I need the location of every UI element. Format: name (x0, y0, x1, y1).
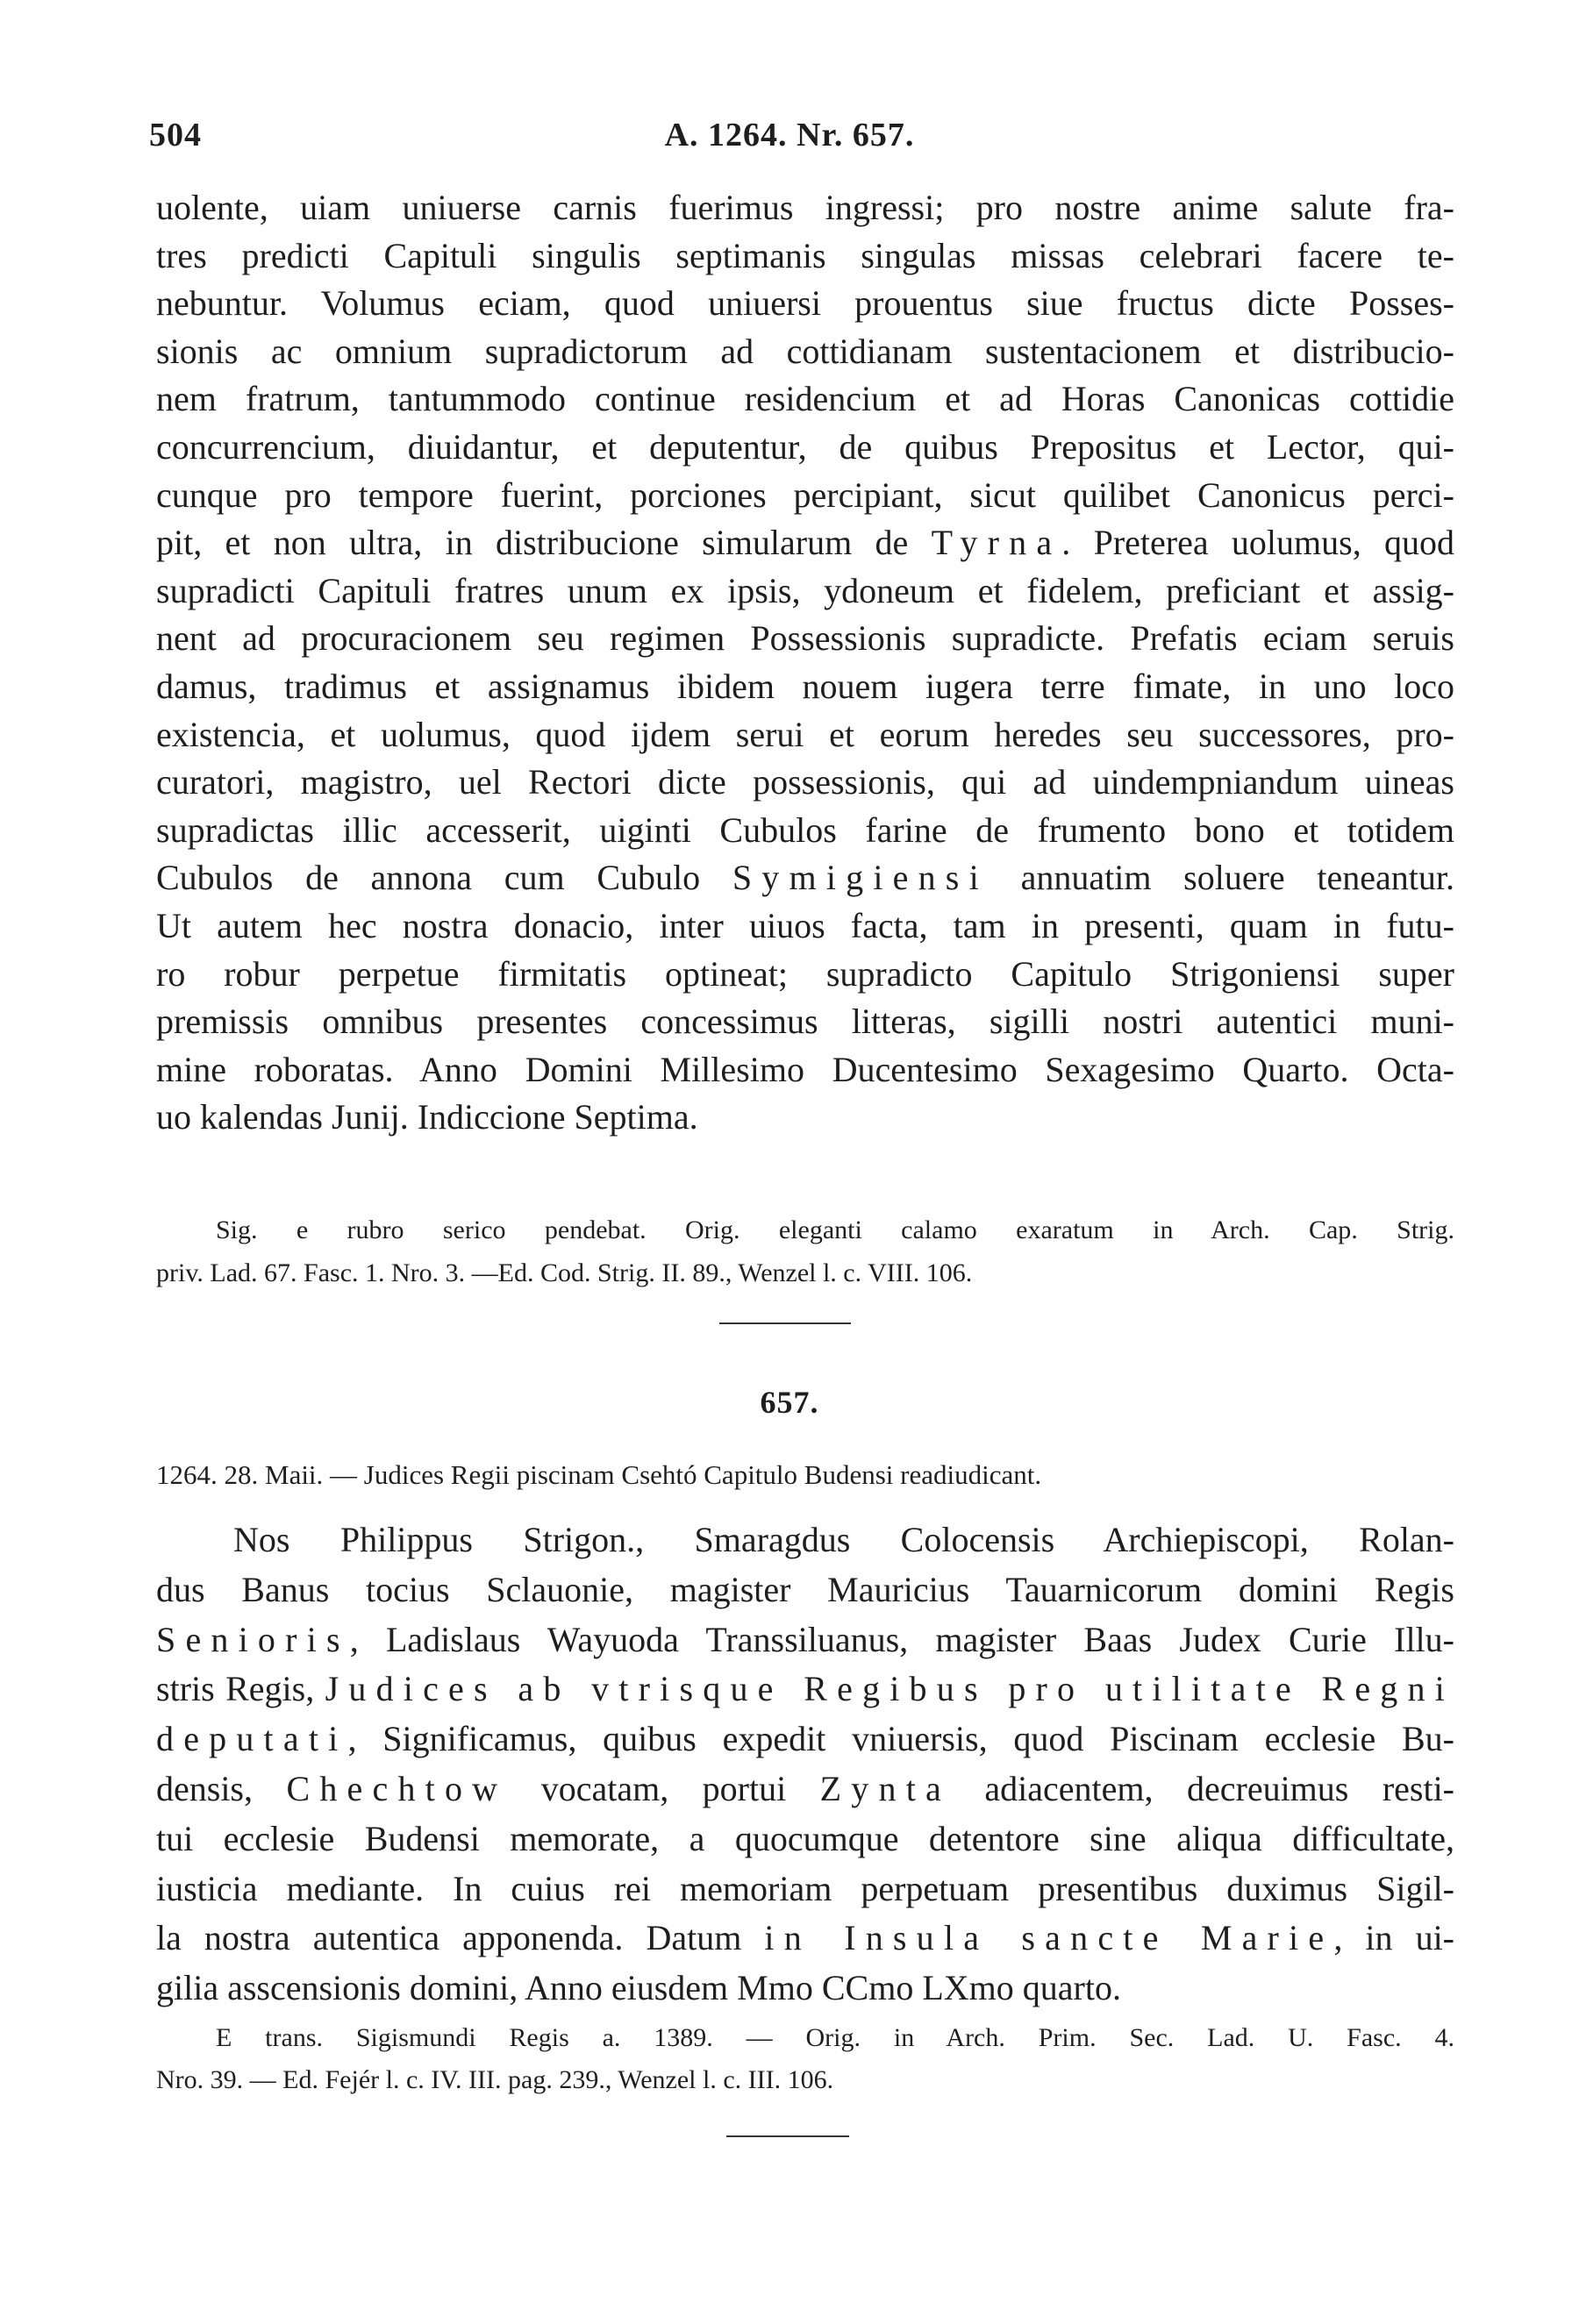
text-line: Nos Philippus Strigon., Smaragdus Colocensis Archiepiscopi, Rolan- (233, 1520, 1454, 1559)
text-line: E trans. Sigismundi Regis a. 1389. — Orig. in Arch. Prim. Sec. Lad. U. Fasc. 4. (216, 2023, 1454, 2052)
text-line: existencia, et uolumus, quod ijdem serui et eorum heredes seu successores, pro- (156, 714, 1454, 754)
spaced-name: Zynta (819, 1768, 951, 1808)
text-line: mine roboratas. Anno Domini Millesimo Ducentesimo Sexagesimo Quarto. Octa- (156, 1049, 1454, 1089)
text-segment: Cubulos de annona cum Cubulo (156, 858, 732, 898)
text-line: cunque pro tempore fuerint, porciones percipiant, sicut quilibet Canonicus perci- (156, 474, 1454, 515)
text-line: nem fratrum, tantummodo continue residencium et ad Horas Canonicas cottidie (156, 379, 1454, 419)
text-segment: annuatim soluere teneantur. (988, 858, 1454, 898)
text-line (156, 1714, 1454, 1764)
text-segment: , Ladislaus Wayuoda Transsiluanus, magister Baas Judex Curie Illu- (349, 1619, 1454, 1659)
text-line: tres predicti Capituli singulis septimanis singulas missas celebrari facere te- (156, 235, 1454, 275)
text-line: uolente, uiam uniuerse carnis fuerimus ingressi; pro nostre anime salute fra- (156, 188, 1454, 227)
text-line (156, 1764, 1454, 1814)
text-line: Nro. 39. — Ed. Fejér l. c. IV. III. pag. 239., Wenzel l. c. III. 106. (156, 2065, 834, 2094)
document-number: 657. (760, 1385, 819, 1420)
spaced-name: Symigiensi (732, 858, 989, 898)
spaced-name: deputati (156, 1719, 348, 1759)
text-line: damus, tradimus et assignamus ibidem nouem iugera terre fimate, in uno loco (156, 666, 1454, 706)
spaced-name: Tyrna (931, 523, 1062, 563)
text-line: nebuntur. Volumus eciam, quod uniuersi prouentus siue fructus dicte Posses- (156, 283, 1454, 324)
page-header (149, 116, 1430, 168)
text-line: curatori, magistro, uel Rectori dicte possessionis, qui ad uindempniandum uineas (156, 762, 1454, 802)
document-656-source-note (156, 1208, 1454, 1294)
document-657-text (156, 1515, 1454, 2014)
text-line: nent ad procuracionem seu regimen Possessionis supradicte. Prefatis eciam seruis (156, 618, 1454, 659)
text-line: uo kalendas Junij. Indiccione Septima. (156, 1097, 698, 1137)
text-line: sionis ac omnium supradictorum ad cottidianam sustentacionem et distribucio- (156, 331, 1454, 371)
spaced-name: Judices ab vtrisque Regibus pro utilitate Regni (325, 1669, 1454, 1709)
text-line (156, 1615, 1454, 1665)
text-segment: densis, (156, 1768, 287, 1808)
spaced-name: Senioris (156, 1619, 350, 1659)
text-line (156, 1914, 1454, 1964)
text-segment: stris Regis, (156, 1669, 325, 1709)
spaced-name: in Insula sancte Marie (764, 1918, 1334, 1958)
regest-line: 1264. 28. Maii. — Judices Regii piscinam Csehtó Capitulo Budensi readiudicant. (156, 1459, 1042, 1490)
end-rule (726, 2135, 849, 2137)
text-line: supradicti Capituli fratres unum ex ipsis, ydoneum et fidelem, preficiant et assig- (156, 570, 1454, 610)
document-656-text (156, 184, 1454, 1142)
text-line (156, 519, 1454, 567)
document-657-source-note (156, 2017, 1454, 2101)
text-line: concurrencium, diuidantur, et deputentur, de quibus Prepositus et Lector, qui- (156, 426, 1454, 467)
separator-rule (719, 1322, 851, 1324)
text-line (156, 1665, 1454, 1714)
text-line: gilia asscensionis domini, Anno eiusdem Mmo CCmo LXmo quarto. (156, 1968, 1121, 2008)
text-line: Ut autem hec nostra donacio, inter uiuos facta, tam in presenti, quam in futu- (156, 905, 1454, 945)
text-segment: , in ui- (1333, 1918, 1454, 1958)
text-line: Sig. e rubro serico pendebat. Orig. eleganti calamo exaratum in Arch. Cap. Strig. (216, 1215, 1454, 1244)
document-657-regest (156, 1456, 1454, 1494)
running-title: A. 1264. Nr. 657. (664, 117, 915, 153)
spaced-name: Chechtow (286, 1768, 508, 1808)
text-line: tui ecclesie Budensi memorate, a quocumque detentore sine aliqua difficultate, (156, 1818, 1454, 1858)
text-segment: pit, et non ultra, in distribucione simularum de (156, 523, 932, 563)
text-line: iusticia mediante. In cuius rei memoriam perpetuam presentibus duximus Sigil- (156, 1868, 1454, 1908)
text-segment: . Preterea uolumus, quod (1061, 523, 1454, 563)
text-line: ro robur perpetue firmitatis optineat; supradicto Capitulo Strigoniensi super (156, 953, 1454, 994)
text-segment: adiacentem, decreuimus resti- (950, 1768, 1454, 1808)
text-line (156, 854, 1454, 902)
text-segment: , Significamus, quibus expedit vniuersis, quod Piscinam ecclesie Bu- (347, 1719, 1454, 1759)
text-line: dus Banus tocius Sclauonie, magister Mauricius Tauarnicorum domini Regis (156, 1569, 1454, 1609)
text-line: premissis omnibus presentes concessimus litteras, sigilli nostri autentici muni- (156, 1002, 1454, 1042)
text-segment: vocatam, portui (507, 1768, 820, 1808)
text-line: priv. Lad. 67. Fasc. 1. Nro. 3. —Ed. Cod. Strig. II. 89., Wenzel l. c. VIII. 106. (156, 1258, 973, 1287)
text-line: supradictas illic accesserit, uiginti Cubulos farine de frumento bono et totidem (156, 809, 1454, 850)
text-segment: la nostra autentica apponenda. Datum (156, 1918, 765, 1958)
page-number: 504 (149, 117, 202, 153)
